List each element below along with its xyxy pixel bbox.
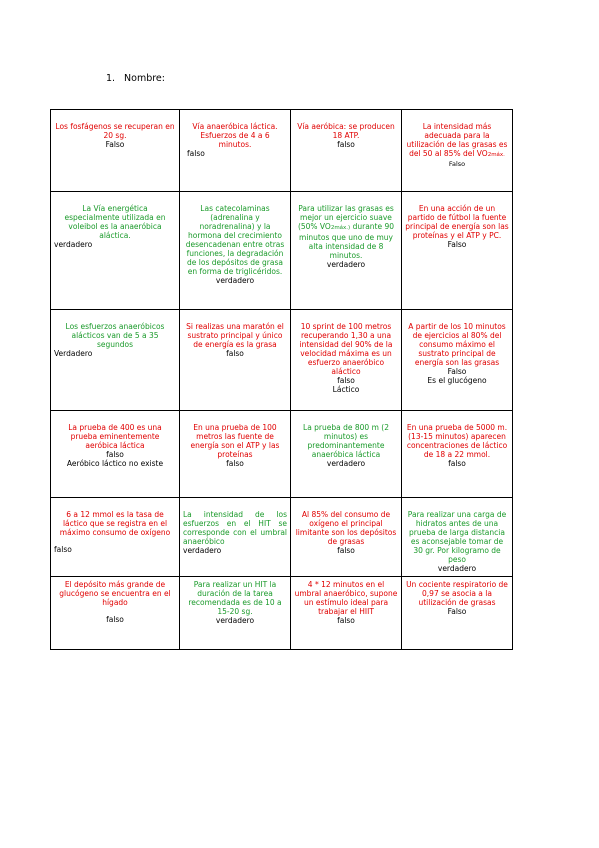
answer-text: verdadero bbox=[54, 240, 93, 249]
table-row bbox=[51, 498, 513, 577]
table-row bbox=[51, 110, 513, 192]
answer-text: falso bbox=[226, 349, 244, 358]
answer-text: Falso bbox=[447, 367, 467, 376]
statement-text: Para realizar un HIT la duración de la tarea recomendada es de 10 a 15-20 sg. bbox=[188, 580, 282, 616]
table-cell bbox=[51, 110, 180, 192]
table-row bbox=[51, 577, 513, 650]
table-cell bbox=[291, 577, 402, 650]
table-cell bbox=[51, 498, 180, 577]
table-cell bbox=[180, 411, 291, 498]
statement-text: Un cociente respiratorio de 0,97 se asocia a la utilización de grasas bbox=[406, 580, 508, 607]
quiz-table bbox=[50, 109, 513, 650]
answer-text: Falso bbox=[447, 240, 467, 249]
answer-text: falso bbox=[54, 545, 72, 554]
table-cell bbox=[291, 498, 402, 577]
answer-text: Falso bbox=[448, 160, 466, 168]
answer-text: falso bbox=[187, 149, 205, 158]
heading-label: Nombre: bbox=[124, 73, 165, 84]
statement-text: A partir de los 10 minutos de ejercicios al 80% del consumo máximo el sustrato principal de energía son las grasas bbox=[408, 322, 506, 367]
table-row bbox=[51, 310, 513, 411]
table-cell bbox=[402, 411, 513, 498]
heading-number: 1. bbox=[106, 73, 116, 84]
statement-text: Para realizar una carga de hidratos antes de una prueba de larga distancia es aconsejable tomar de 30 gr. Por kilogramo de peso bbox=[407, 510, 507, 564]
table-cell bbox=[180, 310, 291, 411]
answer-text: falso bbox=[337, 546, 355, 555]
statement-text: La intensidad más adecuada para la utilización de las grasas es del 50 al 85% del VO2máx. bbox=[406, 122, 508, 158]
table-cell bbox=[180, 192, 291, 310]
table-cell bbox=[402, 310, 513, 411]
statement-text: En una acción de un partido de fútbol la fuente principal de energía son las proteínas y el ATP y PC. bbox=[405, 204, 509, 240]
table-cell bbox=[402, 192, 513, 310]
statement-text: Los esfuerzos anaeróbicos alácticos van de 5 a 35 segundos bbox=[65, 322, 165, 349]
statement-text: Para utilizar las grasas es mejor un ejercicio suave (50% VO2máx.) durante 90 minutos que uno de muy alta intensidad de 8 minutos. bbox=[297, 204, 395, 260]
table-cell bbox=[51, 310, 180, 411]
statement-text: Si realizas una maratón el sustrato principal y único de energía es la grasa bbox=[186, 322, 284, 349]
table-row bbox=[51, 192, 513, 310]
table-cell bbox=[291, 310, 402, 411]
answer-text: Verdadero bbox=[54, 349, 93, 358]
answer-text: verdadero bbox=[215, 616, 255, 625]
statement-text: En una prueba de 5000 m. (13-15 minutos) aparecen concentraciones de láctico de 18 a 22 mmol. bbox=[406, 423, 508, 459]
table-row bbox=[51, 411, 513, 498]
table-cell bbox=[291, 411, 402, 498]
answer-note: Es el glucógeno bbox=[427, 376, 487, 385]
answer-text: falso bbox=[337, 140, 355, 149]
table-cell bbox=[402, 577, 513, 650]
answer-text: falso bbox=[337, 616, 355, 625]
table-cell bbox=[51, 192, 180, 310]
answer-text: falso bbox=[226, 459, 244, 468]
statement-text: La prueba de 800 m (2 minutos) es predominantemente anaeróbica láctica bbox=[303, 423, 389, 459]
answer-text: verdadero bbox=[326, 459, 366, 468]
statement-text: Vía anaeróbica láctica. Esfuerzos de 4 a 6 minutos. bbox=[192, 122, 278, 149]
answer-text: falso bbox=[106, 450, 124, 459]
statement-text: La intensidad de los esfuerzos en el HIT se corresponde con el umbral anaeróbico bbox=[183, 510, 287, 546]
page-heading bbox=[106, 73, 165, 84]
table-cell bbox=[180, 110, 291, 192]
table-cell bbox=[291, 192, 402, 310]
answer-text: verdadero bbox=[437, 564, 477, 573]
statement-text: La prueba de 400 es una prueba eminentemente aeróbica láctica bbox=[68, 423, 162, 450]
answer-text: falso bbox=[448, 459, 466, 468]
statement-text: Al 85% del consumo de oxígeno el principal limitante son los depósitos de grasas bbox=[295, 510, 397, 546]
answer-note: Aeróbico láctico no existe bbox=[66, 459, 164, 468]
statement-text: Vía aeróbica: se producen 18 ATP. bbox=[297, 122, 395, 140]
statement-text: Las catecolaminas (adrenalina y noradrenalina) y la hormona del crecimiento desencadenan entre otras funciones, la degradación de los depósitos de grasa en forma de triglicéridos. bbox=[185, 204, 285, 276]
answer-text: Falso bbox=[105, 140, 125, 149]
answer-text: falso bbox=[337, 376, 355, 385]
table-cell bbox=[291, 110, 402, 192]
answer-text: verdadero bbox=[326, 260, 366, 269]
table-cell bbox=[402, 498, 513, 577]
statement-text: La Vía energética especialmente utilizada en voleibol es la anaeróbica aláctica. bbox=[64, 204, 166, 240]
table-cell bbox=[180, 577, 291, 650]
statement-text: Los fosfágenos se recuperan en 20 sg. bbox=[55, 122, 175, 140]
answer-text: verdadero bbox=[215, 276, 255, 285]
table-cell bbox=[51, 411, 180, 498]
statement-text: 6 a 12 mmol es la tasa de láctico que se registra en el máximo consumo de oxígeno bbox=[59, 510, 171, 537]
statement-text: 10 sprint de 100 metros recuperando 1,30 a una intensidad del 90% de la velocidad máxima es un esfuerzo anaeróbico aláctico bbox=[299, 322, 393, 376]
statement-text: En una prueba de 100 metros las fuente de energía son el ATP y las proteínas bbox=[190, 423, 280, 459]
table-cell bbox=[51, 577, 180, 650]
answer-text: Falso bbox=[447, 607, 467, 616]
statement-text: 4 * 12 minutos en el umbral anaeróbico, supone un estímulo ideal para trabajar el HIIT bbox=[294, 580, 398, 616]
answer-note: Láctico bbox=[332, 385, 360, 394]
answer-text: verdadero bbox=[183, 546, 222, 555]
table-cell bbox=[402, 110, 513, 192]
answer-text: falso bbox=[106, 615, 124, 624]
statement-text: El depósito más grande de glucógeno se encuentra en el hígado bbox=[59, 580, 171, 607]
table-cell bbox=[180, 498, 291, 577]
